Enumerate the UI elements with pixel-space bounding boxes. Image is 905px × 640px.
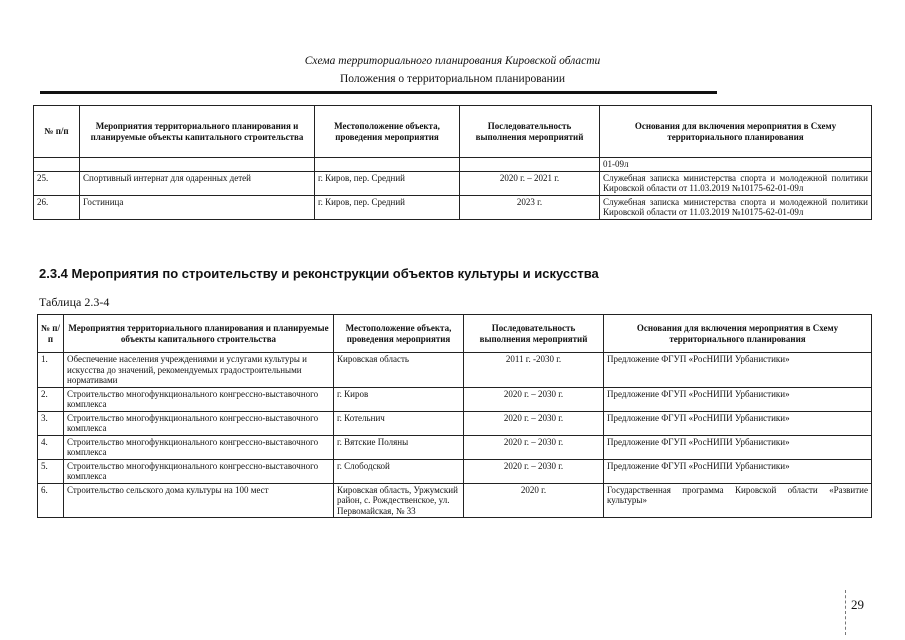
- row-number: 5.: [38, 459, 64, 483]
- page-number: 29: [851, 597, 864, 612]
- table-row: [38, 459, 872, 483]
- row-basis: Служебная записка министерства спорта и молодежной политики Кировской области от 11.03.2019 №10175-62-01-09л: [600, 171, 872, 195]
- col-header-sequence: Последовательность выполнения мероприятий: [464, 315, 604, 353]
- row-measure: Строительство многофункционального конгрессно-выставочного комплекса: [64, 387, 334, 411]
- col-header-location: Местоположение объекта, проведения мероприятия: [315, 106, 460, 158]
- row-sequence: 2020 г. – 2030 г.: [464, 459, 604, 483]
- row-measure: Строительство сельского дома культуры на 100 мест: [64, 483, 334, 518]
- row-measure: Строительство многофункционального конгрессно-выставочного комплекса: [64, 435, 334, 459]
- row-sequence: 2020 г. – 2030 г.: [464, 411, 604, 435]
- row-sequence: 2020 г. – 2021 г.: [460, 171, 600, 195]
- row-location: г. Киров, пер. Средний: [315, 195, 460, 219]
- row-number: 1.: [38, 353, 64, 388]
- table-header-row: [38, 315, 872, 353]
- continuation-text: 01-09л: [600, 158, 872, 172]
- document-title: Схема территориального планирования Кировской области: [304, 55, 601, 67]
- table-caption: Таблица 2.3-4: [39, 295, 110, 309]
- row-location: г. Киров, пер. Средний: [315, 171, 460, 195]
- col-header-measures: Мероприятия территориального планирования и планируемые объекты капитального строительства: [80, 106, 315, 158]
- document-subtitle: Положения о территориальном планировании: [339, 73, 566, 85]
- col-header-location: Местоположение объекта, проведения мероприятия: [334, 315, 464, 353]
- table-row: [34, 195, 872, 219]
- col-header-basis: Основания для включения мероприятия в Схему территориального планирования: [600, 106, 872, 158]
- table-header-row: [34, 106, 872, 158]
- header-rule: [40, 91, 717, 94]
- page-margin-mark: [845, 590, 846, 635]
- table-row: [38, 411, 872, 435]
- row-location: г. Котельнич: [334, 411, 464, 435]
- row-measure: Обеспечение населения учреждениями и услугами культуры и искусства до значений, рекомендуемых градостроительными нормативами: [64, 353, 334, 388]
- table-culture-measures: [37, 314, 872, 518]
- row-number: 6.: [38, 483, 64, 518]
- section-title: 2.3.4 Мероприятия по строительству и реконструкции объектов культуры и искусства: [39, 266, 599, 281]
- row-number: 2.: [38, 387, 64, 411]
- table-row: [38, 387, 872, 411]
- row-sequence: 2020 г.: [464, 483, 604, 518]
- col-header-number: № п/п: [38, 315, 64, 353]
- row-location: г. Киров: [334, 387, 464, 411]
- col-header-basis: Основания для включения мероприятия в Схему территориального планирования: [604, 315, 872, 353]
- row-measure: Строительство многофункционального конгрессно-выставочного комплекса: [64, 411, 334, 435]
- row-location: г. Вятские Поляны: [334, 435, 464, 459]
- row-location: г. Слободской: [334, 459, 464, 483]
- table-row: [38, 483, 872, 518]
- row-basis: Государственная программа Кировской области «Развитие культуры»: [604, 483, 872, 518]
- row-number: 26.: [34, 195, 80, 219]
- row-basis: Служебная записка министерства спорта и молодежной политики Кировской области от 11.03.2019 №10175-62-01-09л: [600, 195, 872, 219]
- row-basis: Предложение ФГУП «РосНИПИ Урбанистики»: [604, 411, 872, 435]
- row-basis: Предложение ФГУП «РосНИПИ Урбанистики»: [604, 459, 872, 483]
- row-basis: Предложение ФГУП «РосНИПИ Урбанистики»: [604, 353, 872, 388]
- row-location: Кировская область: [334, 353, 464, 388]
- col-header-number: № п/п: [34, 106, 80, 158]
- row-number: 4.: [38, 435, 64, 459]
- table-row: [34, 171, 872, 195]
- row-measure: Гостиница: [80, 195, 315, 219]
- row-sequence: 2020 г. – 2030 г.: [464, 435, 604, 459]
- row-basis: Предложение ФГУП «РосНИПИ Урбанистики»: [604, 387, 872, 411]
- table-sports-continued: [33, 105, 872, 220]
- row-sequence: 2020 г. – 2030 г.: [464, 387, 604, 411]
- row-sequence: 2011 г. -2030 г.: [464, 353, 604, 388]
- table-row: [38, 435, 872, 459]
- row-basis: Предложение ФГУП «РосНИПИ Урбанистики»: [604, 435, 872, 459]
- table-row: [38, 353, 872, 388]
- table-row-continuation: [34, 158, 872, 172]
- row-measure: Спортивный интернат для одаренных детей: [80, 171, 315, 195]
- row-number: 25.: [34, 171, 80, 195]
- row-number: 3.: [38, 411, 64, 435]
- row-measure: Строительство многофункционального конгрессно-выставочного комплекса: [64, 459, 334, 483]
- row-location: Кировская область, Уржумский район, с. Рождественское, ул. Первомайская, № 33: [334, 483, 464, 518]
- col-header-measures: Мероприятия территориального планирования и планируемые объекты капитального строительства: [64, 315, 334, 353]
- col-header-sequence: Последовательность выполнения мероприятий: [460, 106, 600, 158]
- row-sequence: 2023 г.: [460, 195, 600, 219]
